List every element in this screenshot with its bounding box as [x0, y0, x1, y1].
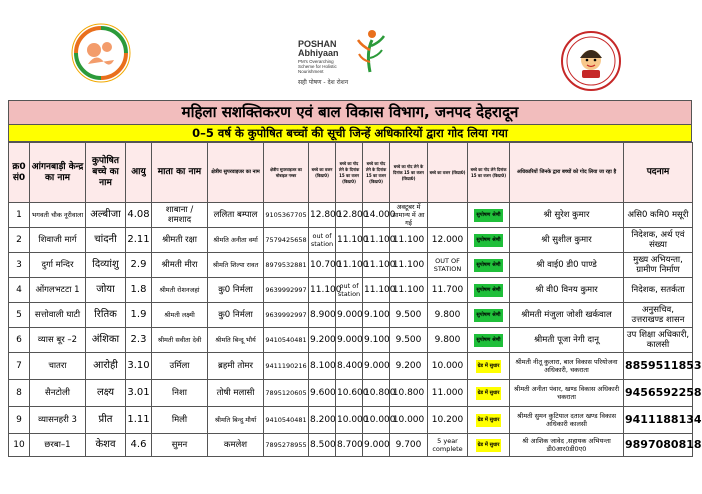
table-row — [9, 434, 693, 457]
col-header: क्षेत्रीय सुपरवाइजर का नाम — [208, 143, 264, 203]
anganwadi-center-cell: शिवाजी मार्ग — [30, 228, 86, 253]
poshan-line3: PM's Overarching — [298, 59, 334, 64]
status-cell — [468, 303, 510, 328]
age-cell: 1.11 — [126, 407, 152, 434]
designation-cell: 9411188134 — [624, 407, 693, 434]
mother-name-cell: श्रीमती रक्षा — [152, 228, 208, 253]
supervisor-mobile-cell: 9411190216 — [264, 353, 309, 380]
status-cell — [468, 407, 510, 434]
age-cell: 2.9 — [126, 253, 152, 278]
col-header: बच्चे का गोद लेने के दिनांक 15 का वजन (किग्रा0) — [336, 143, 363, 203]
anganwadi-center-cell: व्यास बूर –2 — [30, 328, 86, 353]
status-badge: ग्रेड में सुधार — [476, 439, 502, 452]
weight-cell: out of station — [309, 228, 336, 253]
status-cell — [468, 434, 510, 457]
weight-cell: 9.100 — [363, 303, 390, 328]
weight-cell: 11.100 — [363, 278, 390, 303]
weight-cell: 8.100 — [309, 353, 336, 380]
child-name-cell: केशव — [86, 434, 126, 457]
officer-name-cell: श्रीमती अनीता पंवार, खण्ड विकास अधिकारी चकराता — [510, 380, 624, 407]
supervisor-name-cell: श्रीमति बिन्दू भौर्य — [208, 328, 264, 353]
weight-cell: 10.000 — [390, 407, 428, 434]
supervisor-name-cell: श्रीमति बिन्दु मौर्या — [208, 407, 264, 434]
status-badge: सुपोषण श्रेणी — [474, 209, 502, 222]
mother-name-cell: उर्मिला — [152, 353, 208, 380]
weight-cell: 8.900 — [309, 303, 336, 328]
anganwadi-center-cell: सत्तोवाली घाटी — [30, 303, 86, 328]
officer-name-cell: श्रीमती सुमन कुटियाल दताल खण्ड विकास अधिकारी कालसी — [510, 407, 624, 434]
age-cell: 1.8 — [126, 278, 152, 303]
child-name-cell: चांदनी — [86, 228, 126, 253]
officer-name-cell: श्रीमती मंजुला जोशी खर्कवाल — [510, 303, 624, 328]
table-row — [9, 303, 693, 328]
weight-cell: 9.000 — [336, 328, 363, 353]
child-name-cell: अल्बीजा — [86, 203, 126, 228]
col-header: बच्चे का वजन (किग्रा0) — [428, 143, 468, 203]
table-row — [9, 407, 693, 434]
supervisor-name-cell: ललिता बम्पाल — [208, 203, 264, 228]
weight-cell: 10.800 — [363, 380, 390, 407]
status-cell — [468, 228, 510, 253]
anganwadi-center-cell: व्यासनहरी 3 — [30, 407, 86, 434]
col-header: आंगनबाड़ी केन्द्र का नाम — [30, 143, 86, 203]
weight-cell: 10.000 — [336, 407, 363, 434]
child-name-cell: दिव्यांशु — [86, 253, 126, 278]
col-header: आयु — [126, 143, 152, 203]
status-cell — [468, 203, 510, 228]
weight-cell: out of station — [336, 278, 363, 303]
mother-name-cell: सुमन — [152, 434, 208, 457]
col-header: बच्चे का वजन (किग्रा0) — [309, 143, 336, 203]
officer-name-cell: श्री सुरेश कुमार — [510, 203, 624, 228]
status-badge: सुपोषण श्रेणी — [474, 284, 502, 297]
table-row — [9, 328, 693, 353]
designation-cell: मुख्य अभियन्ता, ग्रामीण निर्माण — [624, 253, 693, 278]
col-header: माता का नाम — [152, 143, 208, 203]
mother-name-cell: मिली — [152, 407, 208, 434]
serial-number-cell: 10 — [9, 434, 30, 457]
table-header-row — [9, 143, 693, 203]
table-row — [9, 253, 693, 278]
weight-cell: 11.100 — [336, 253, 363, 278]
beti-bachao-logo-icon — [560, 30, 622, 92]
officer-name-cell: श्रीमती पूजा नेगी दानू — [510, 328, 624, 353]
supervisor-mobile-cell: 7895120605 — [264, 380, 309, 407]
weight-cell: 9.000 — [363, 353, 390, 380]
designation-cell: 9456592258 — [624, 380, 693, 407]
adoption-sheet — [8, 100, 702, 457]
weight-cell: 10.000 — [428, 353, 468, 380]
weight-cell: 12.800 — [309, 203, 336, 228]
status-badge: ग्रेड में सुधार — [476, 360, 502, 373]
status-cell — [468, 328, 510, 353]
serial-number-cell: 8 — [9, 380, 30, 407]
child-name-cell: आरोही — [86, 353, 126, 380]
mother-name-cell: श्रीमती सवीता देवी — [152, 328, 208, 353]
supervisor-name-cell: श्रीमति अनीता वर्मा — [208, 228, 264, 253]
status-cell — [468, 353, 510, 380]
mother-name-cell: शाबाना / शमशाद — [152, 203, 208, 228]
anganwadi-center-cell: चातरा — [30, 353, 86, 380]
supervisor-mobile-cell: 8979532881 — [264, 253, 309, 278]
weight-cell: 11.100 — [390, 228, 428, 253]
weight-cell: 10.000 — [363, 407, 390, 434]
col-header: बच्चे का गोद लेने के दिनांक 15 का वजन (किग्रा0) — [363, 143, 390, 203]
table-row — [9, 380, 693, 407]
table-row — [9, 353, 693, 380]
weight-cell: 11.100 — [390, 253, 428, 278]
child-name-cell: रितिक — [86, 303, 126, 328]
weight-cell: 9.000 — [363, 434, 390, 457]
anganwadi-center-cell: छरबा–1 — [30, 434, 86, 457]
age-cell: 1.9 — [126, 303, 152, 328]
supervisor-name-cell: कु0 निर्मला — [208, 303, 264, 328]
weight-cell: 11.100 — [363, 253, 390, 278]
supervisor-name-cell: तोषी मलासी — [208, 380, 264, 407]
anganwadi-center-cell: ओंगलभटटा 1 — [30, 278, 86, 303]
status-cell — [468, 380, 510, 407]
weight-cell: 9.600 — [309, 380, 336, 407]
supervisor-mobile-cell: 9410540481 — [264, 328, 309, 353]
weight-cell: 8.500 — [309, 434, 336, 457]
serial-number-cell: 6 — [9, 328, 30, 353]
col-header: कुपोषित बच्चे का नाम — [86, 143, 126, 203]
designation-cell: अनुसचिव, उत्तराखण्ड शासन — [624, 303, 693, 328]
anganwadi-center-cell: सैनटोली — [30, 380, 86, 407]
status-badge: ग्रेड में सुधार — [476, 414, 502, 427]
abhiyaan-text: Abhiyaan — [298, 48, 339, 58]
status-cell — [468, 278, 510, 303]
officer-name-cell: श्री वी0 विनय कुमार — [510, 278, 624, 303]
status-cell — [468, 253, 510, 278]
serial-number-cell: 7 — [9, 353, 30, 380]
officer-name-cell: श्री सुशील कुमार — [510, 228, 624, 253]
weight-cell: अक्टूबर में सामान्य में आ गई — [390, 203, 428, 228]
department-title: महिला सशक्तिकरण एवं बाल विकास विभाग, जनपद देहरादून — [8, 100, 692, 124]
poshan-line4: Scheme for Holistic — [298, 64, 337, 69]
weight-cell: 11.100 — [390, 278, 428, 303]
weight-cell: 9.000 — [336, 303, 363, 328]
age-cell: 3.01 — [126, 380, 152, 407]
status-badge: सुपोषण श्रेणी — [474, 234, 502, 247]
table-row — [9, 278, 693, 303]
status-badge: सुपोषण श्रेणी — [474, 259, 502, 272]
weight-cell: 8.700 — [336, 434, 363, 457]
officer-name-cell: श्री आशिक जावेद ,सहायक अभियन्ता डी0आर0डी0ए0 — [510, 434, 624, 457]
child-name-cell: अंशिका — [86, 328, 126, 353]
col-header: क्षेत्रीय सुपरवाइजर का मोबाइल नम्बर — [264, 143, 309, 203]
weight-cell: 10.200 — [428, 407, 468, 434]
anganwadi-center-cell: भगवती चौक नूरीवाला — [30, 203, 86, 228]
weight-cell: 12.000 — [428, 228, 468, 253]
supervisor-name-cell: कमलेश — [208, 434, 264, 457]
age-cell: 2.3 — [126, 328, 152, 353]
child-name-cell: प्रीत — [86, 407, 126, 434]
icds-logo-icon — [70, 22, 132, 84]
officer-name-cell: श्रीमती नीतू कुलारा, बाल विकास परियोजना अधिकारी, चकराता — [510, 353, 624, 380]
supervisor-name-cell: ब्रहमी तोमर — [208, 353, 264, 380]
age-cell: 2.11 — [126, 228, 152, 253]
weight-cell: 8.200 — [309, 407, 336, 434]
mother-name-cell: निशा — [152, 380, 208, 407]
col-header: पदनाम — [624, 143, 693, 203]
serial-number-cell: 1 — [9, 203, 30, 228]
weight-cell: 9.700 — [390, 434, 428, 457]
table-row — [9, 228, 693, 253]
weight-cell: 10.600 — [336, 380, 363, 407]
serial-number-cell: 2 — [9, 228, 30, 253]
serial-number-cell: 3 — [9, 253, 30, 278]
weight-cell: OUT OF STATION — [428, 253, 468, 278]
poshan-text: POSHAN — [298, 39, 337, 49]
mother-name-cell: श्रीमती रोशनजहां — [152, 278, 208, 303]
designation-cell: असि0 कमि0 मसूरी — [624, 203, 693, 228]
col-header: अधिकारियों जिनके द्वारा बच्चों को गोद लिया जा रहा है — [510, 143, 624, 203]
table-row — [9, 203, 693, 228]
designation-cell: 8859511853 — [624, 353, 693, 380]
weight-cell: 8.400 — [336, 353, 363, 380]
weight-cell: 11.100 — [336, 228, 363, 253]
supervisor-name-cell: श्रीमति शिल्पा रावत — [208, 253, 264, 278]
weight-cell: 11.100 — [309, 278, 336, 303]
child-name-cell: लक्ष्य — [86, 380, 126, 407]
age-cell: 4.6 — [126, 434, 152, 457]
col-header: बच्चे का गोद लेने दिनांक 15 का वजन (किग्रा0) — [468, 143, 510, 203]
supervisor-mobile-cell: 9410540481 — [264, 407, 309, 434]
serial-number-cell: 5 — [9, 303, 30, 328]
weight-cell: 9.200 — [309, 328, 336, 353]
designation-cell: 9897080818 — [624, 434, 693, 457]
supervisor-mobile-cell: 9639992997 — [264, 303, 309, 328]
weight-cell: 9.800 — [428, 303, 468, 328]
supervisor-mobile-cell: 9639992997 — [264, 278, 309, 303]
weight-cell: 10.800 — [390, 380, 428, 407]
col-header: बच्चे का गोद लेने के दिनांक 15 का वजन (किग्रा0) — [390, 143, 428, 203]
supervisor-mobile-cell: 9105367705 — [264, 203, 309, 228]
weight-cell: 9.800 — [428, 328, 468, 353]
weight-cell: 9.100 — [363, 328, 390, 353]
col-header: क्र0 सं0 — [9, 143, 30, 203]
weight-cell: 9.500 — [390, 328, 428, 353]
status-badge: सुपोषण श्रेणी — [474, 334, 502, 347]
logo-bar — [0, 0, 700, 98]
poshan-line5: Nourishment — [298, 69, 324, 74]
weight-cell: 9.200 — [390, 353, 428, 380]
weight-cell: 10.700 — [309, 253, 336, 278]
mother-name-cell: श्रीमती लक्ष्मी — [152, 303, 208, 328]
weight-cell: 11.100 — [363, 228, 390, 253]
status-badge: सुपोषण श्रेणी — [474, 309, 502, 322]
supervisor-mobile-cell: 7579425658 — [264, 228, 309, 253]
designation-cell: निदेशक, अर्थ एवं संख्या — [624, 228, 693, 253]
weight-cell: 9.500 — [390, 303, 428, 328]
age-cell: 4.08 — [126, 203, 152, 228]
supervisor-mobile-cell: 7895278955 — [264, 434, 309, 457]
status-badge: ग्रेड में सुधार — [476, 387, 502, 400]
children-table — [8, 142, 702, 457]
poshan-abhiyaan-logo — [296, 28, 392, 92]
child-name-cell: जोया — [86, 278, 126, 303]
serial-number-cell: 9 — [9, 407, 30, 434]
poshan-tagline: सही पोषण - देश रोशन — [298, 79, 349, 86]
mother-name-cell: श्रीमती मीरा — [152, 253, 208, 278]
designation-cell: उप शिक्षा अधिकारी, कालसी — [624, 328, 693, 353]
supervisor-name-cell: कु0 निर्मला — [208, 278, 264, 303]
weight-cell: 14.000 — [363, 203, 390, 228]
officer-name-cell: श्री वाई0 डी0 पाण्डे — [510, 253, 624, 278]
weight-cell: 11.700 — [428, 278, 468, 303]
weight-cell — [428, 203, 468, 228]
age-cell: 3.10 — [126, 353, 152, 380]
serial-number-cell: 4 — [9, 278, 30, 303]
list-subtitle: 0–5 वर्ष के कुपोषित बच्चों की सूची जिन्हें अधिकारियों द्वारा गोद लिया गया — [8, 124, 692, 142]
poshan-figure-icon — [356, 28, 386, 78]
weight-cell: 5 year complete — [428, 434, 468, 457]
anganwadi-center-cell: दुर्गा मन्दिर — [30, 253, 86, 278]
designation-cell: निदेशक, सतर्कता — [624, 278, 693, 303]
weight-cell: 12.800 — [336, 203, 363, 228]
weight-cell: 11.000 — [428, 380, 468, 407]
